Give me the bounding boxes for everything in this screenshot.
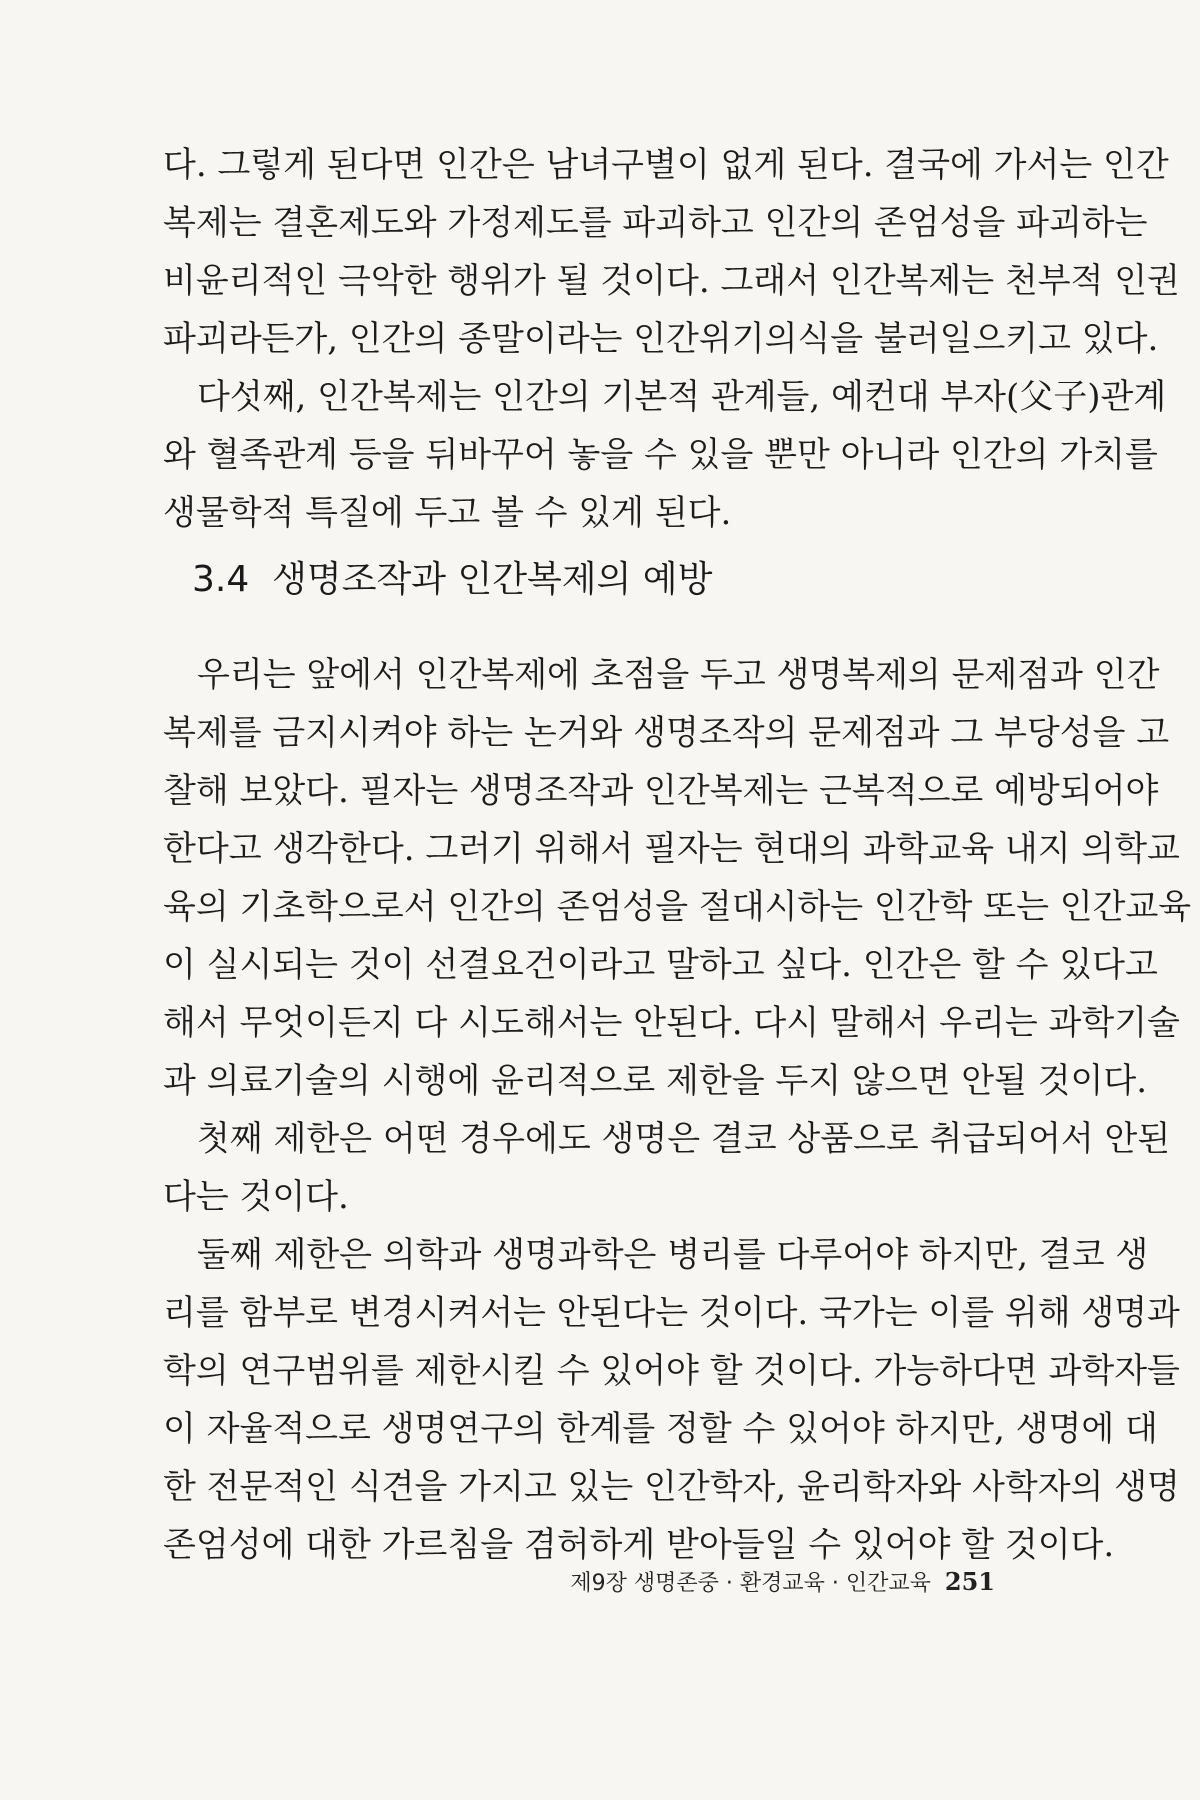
text-line: 우리는 앞에서 인간복제에 초점을 두고 생명복제의 문제점과 인간 <box>197 655 1160 695</box>
section-title: 생명조작과 인간복제의 예방 <box>272 559 713 600</box>
page-footer <box>570 1566 995 1597</box>
text-line: 첫째 제한은 어떤 경우에도 생명은 결코 상품으로 취급되어서 안된 <box>197 1119 1171 1159</box>
text-line: 이 자율적으로 생명연구의 한계를 정할 수 있어야 하지만, 생명에 대 <box>163 1409 1158 1449</box>
text-line: 리를 함부로 변경시켜서는 안된다는 것이다. 국가는 이를 위해 생명과 <box>163 1293 1180 1333</box>
text-line: 다. 그렇게 된다면 인간은 남녀구별이 없게 된다. 결국에 가서는 인간 <box>163 145 1169 185</box>
text-line: 비윤리적인 극악한 행위가 될 것이다. 그래서 인간복제는 천부적 인권 <box>163 261 1180 301</box>
text-line: 찰해 보았다. 필자는 생명조작과 인간복제는 근복적으로 예방되어야 <box>163 771 1159 811</box>
text-line: 둘째 제한은 의학과 생명과학은 병리를 다루어야 하지만, 결코 생 <box>197 1235 1149 1275</box>
text-line: 생물학적 특질에 두고 볼 수 있게 된다. <box>163 493 732 533</box>
text-line: 육의 기초학으로서 인간의 존엄성을 절대시하는 인간학 또는 인간교육 <box>163 887 1192 927</box>
text-line: 이 실시되는 것이 선결요건이라고 말하고 싶다. 인간은 할 수 있다고 <box>163 945 1158 985</box>
text-line: 한다고 생각한다. 그러기 위해서 필자는 현대의 과학교육 내지 의학교 <box>163 829 1180 869</box>
top-text-block <box>163 136 1180 542</box>
text-line: 과 의료기술의 시행에 윤리적으로 제한을 두지 않으면 안될 것이다. <box>163 1061 1148 1101</box>
running-footer-chapter: 제9장 생명존중 · 환경교육 · 인간교육 <box>570 1571 931 1596</box>
text-line: 와 혈족관계 등을 뒤바꾸어 놓을 수 있을 뿐만 아니라 인간의 가치를 <box>163 435 1158 475</box>
text-line: 파괴라든가, 인간의 종말이라는 인간위기의식을 불러일으키고 있다. <box>163 319 1159 359</box>
text-line: 복제는 결혼제도와 가정제도를 파괴하고 인간의 존엄성을 파괴하는 <box>163 203 1148 243</box>
text-line: 존엄성에 대한 가르침을 겸허하게 받아들일 수 있어야 할 것이다. <box>163 1525 1115 1565</box>
text-line: 다섯째, 인간복제는 인간의 기본적 관계들, 예컨대 부자(父子)관계 <box>197 377 1167 417</box>
section-heading <box>192 550 712 610</box>
section-number: 3.4 <box>192 559 250 600</box>
page-number: 251 <box>944 1567 995 1596</box>
text-line: 학의 연구범위를 제한시킬 수 있어야 할 것이다. 가능하다면 과학자들 <box>163 1351 1180 1391</box>
text-line: 다는 것이다. <box>163 1177 349 1217</box>
text-line: 해서 무엇이든지 다 시도해서는 안된다. 다시 말해서 우리는 과학기술 <box>163 1003 1180 1043</box>
text-line: 한 전문적인 식견을 가지고 있는 인간학자, 윤리학자와 사학자의 생명 <box>163 1467 1180 1507</box>
text-line: 복제를 금지시켜야 하는 논거와 생명조작의 문제점과 그 부당성을 고 <box>163 713 1170 753</box>
bottom-text-block <box>163 646 1192 1574</box>
